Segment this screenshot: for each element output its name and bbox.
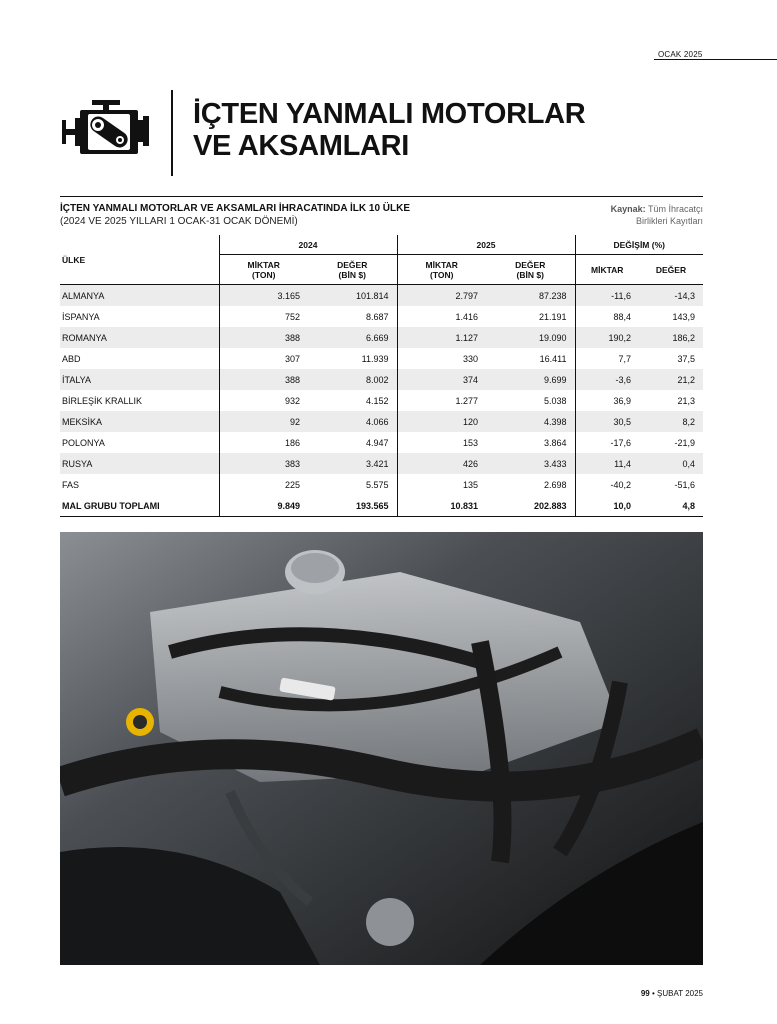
cell-country: MAL GRUBU TOPLAMI (60, 495, 219, 517)
footer-separator: • (652, 989, 655, 998)
col-header-change-miktar: MİKTAR (575, 255, 639, 285)
cell-cq: 11,4 (575, 453, 639, 474)
cell-country: ALMANYA (60, 285, 219, 307)
cell-cv: 21,3 (677, 395, 695, 406)
cell-v25: 19.090 (486, 327, 575, 348)
cell-v24: 193.565 (308, 495, 397, 517)
cell-v24: 4.152 (365, 395, 389, 406)
cell-cv: 37,5 (677, 353, 695, 364)
cell-q25: 135 (397, 474, 486, 495)
cell-v25: 5.038 (543, 395, 567, 406)
cell-country: İTALYA (60, 369, 219, 390)
cell-cq: 36,9 (575, 390, 639, 411)
cell-v24: 8.002 (308, 369, 397, 390)
cell-country: ABD (62, 353, 81, 364)
cell-q25: 120 (397, 411, 486, 432)
cell-q25: 426 (397, 453, 486, 474)
cell-cv: 4,8 (639, 495, 703, 517)
cell-q25: 10.831 (397, 495, 486, 517)
cell-q25: 2.797 (397, 285, 486, 307)
cell-country: İSPANYA (62, 311, 100, 322)
cell-v25: 87.238 (486, 285, 575, 307)
table-title: İÇTEN YANMALI MOTORLAR VE AKSAMLARI İHRACATINDA İLK 10 ÜLKE (60, 203, 411, 214)
cell-cv: -14,3 (639, 285, 703, 307)
table-top-rule (60, 196, 703, 197)
cell-cq: 190,2 (575, 327, 639, 348)
cell-v24: 4.066 (308, 411, 397, 432)
cell-cv: 21,2 (639, 369, 703, 390)
cell-cq: -3,6 (575, 369, 639, 390)
cell-v25: 21.191 (538, 311, 567, 322)
source-text-2: Birlikleri Kayıtları (635, 216, 703, 226)
cell-q24: 388 (219, 327, 308, 348)
cell-country: FAS (62, 479, 80, 490)
col-header-change-deger: DEĞER (639, 255, 703, 285)
col-header-deger-2025: DEĞER (BİN $) (486, 255, 575, 285)
cell-q24: 383 (219, 453, 308, 474)
cell-v24: 6.669 (308, 327, 397, 348)
cell-q25: 330 (397, 348, 486, 369)
cell-q24: 932 (219, 390, 308, 411)
cell-q24: 225 (219, 474, 308, 495)
engine-icon (58, 98, 154, 162)
cell-q24: 752 (219, 306, 308, 327)
cell-v24: 5.575 (365, 479, 389, 490)
col-header-miktar-2025: MİKTAR (TON) (397, 255, 486, 285)
footer-issue: ŞUBAT 2025 (657, 989, 703, 998)
cell-v25: 2.698 (543, 479, 567, 490)
cell-q24: 186 (219, 432, 308, 453)
cell-v25: 16.411 (539, 353, 567, 364)
cell-v24: 4.947 (365, 437, 389, 448)
cell-q24: 307 (219, 348, 308, 369)
cell-q25: 1.277 (397, 390, 486, 411)
header-rule (654, 59, 777, 60)
col-group-2025: 2025 (397, 235, 575, 255)
export-table (60, 235, 703, 517)
col-group-2024: 2024 (219, 235, 397, 255)
cell-country: ROMANYA (60, 327, 219, 348)
table-row (60, 285, 703, 307)
col-group-change: DEĞİŞİM (%) (575, 235, 703, 255)
col-header-deger-2024: DEĞER (BİN $) (308, 255, 397, 285)
cell-cv: 8,2 (639, 411, 703, 432)
col-header-miktar-2024: MİKTAR (TON) (219, 255, 308, 285)
table-subtitle: (2024 VE 2025 YILLARI 1 OCAK-31 OCAK DÖNEMİ) (60, 216, 298, 227)
issue-month: OCAK 2025 (658, 50, 703, 59)
page-title (193, 98, 585, 162)
cell-v24: 101.814 (308, 285, 397, 307)
cell-cv: -21,9 (674, 437, 695, 448)
engine-photo (60, 532, 703, 965)
table-row (60, 369, 703, 390)
cell-v25: 3.433 (486, 453, 575, 474)
cell-cq: 30,5 (575, 411, 639, 432)
cell-v25: 202.883 (486, 495, 575, 517)
table-row (60, 327, 703, 348)
cell-q24: 92 (219, 411, 308, 432)
cell-country: BİRLEŞİK KRALLIK (62, 395, 143, 406)
page-title-line1: İÇTEN YANMALI MOTORLAR (193, 98, 586, 130)
cell-v25: 9.699 (486, 369, 575, 390)
page-title-line2: VE AKSAMLARI (193, 130, 410, 162)
cell-cq: 7,7 (575, 348, 639, 369)
cell-country: RUSYA (60, 453, 219, 474)
table-row (60, 390, 703, 411)
cell-cq: -11,6 (575, 285, 639, 307)
cell-v25: 3.864 (543, 437, 567, 448)
cell-cq: -17,6 (575, 432, 639, 453)
cell-v24: 8.687 (365, 311, 389, 322)
source-text-1: Tüm İhracatçı (647, 204, 703, 214)
cell-cq: 10,0 (575, 495, 639, 517)
table-row (60, 411, 703, 432)
cell-q24: 9.849 (219, 495, 308, 517)
table-row (60, 453, 703, 474)
table-row (60, 474, 703, 495)
col-header-country: ÜLKE (60, 235, 219, 285)
table-row (60, 348, 703, 369)
cell-v24: 3.421 (308, 453, 397, 474)
cell-country: MEKSİKA (60, 411, 219, 432)
table-row (60, 432, 703, 453)
cell-q25: 1.416 (397, 306, 486, 327)
cell-v24: 11.939 (361, 353, 389, 364)
cell-q24: 3.165 (219, 285, 308, 307)
page-footer (641, 989, 703, 998)
table-source (611, 203, 703, 227)
table-row (60, 306, 703, 327)
cell-cv: -51,6 (674, 479, 695, 490)
cell-cq: -40,2 (575, 474, 639, 495)
cell-v25: 4.398 (486, 411, 575, 432)
cell-cv: 0,4 (639, 453, 703, 474)
cell-q25: 1.127 (397, 327, 486, 348)
cell-q25: 374 (397, 369, 486, 390)
table-total-row (60, 495, 703, 517)
cell-cq: 88,4 (575, 306, 639, 327)
cell-country: POLONYA (62, 437, 105, 448)
cell-q24: 388 (219, 369, 308, 390)
title-divider (171, 90, 173, 176)
page-number: 99 (640, 989, 650, 998)
cell-cv: 143,9 (672, 311, 695, 322)
cell-q25: 153 (397, 432, 486, 453)
cell-cv: 186,2 (639, 327, 703, 348)
source-label: Kaynak: (610, 204, 646, 214)
